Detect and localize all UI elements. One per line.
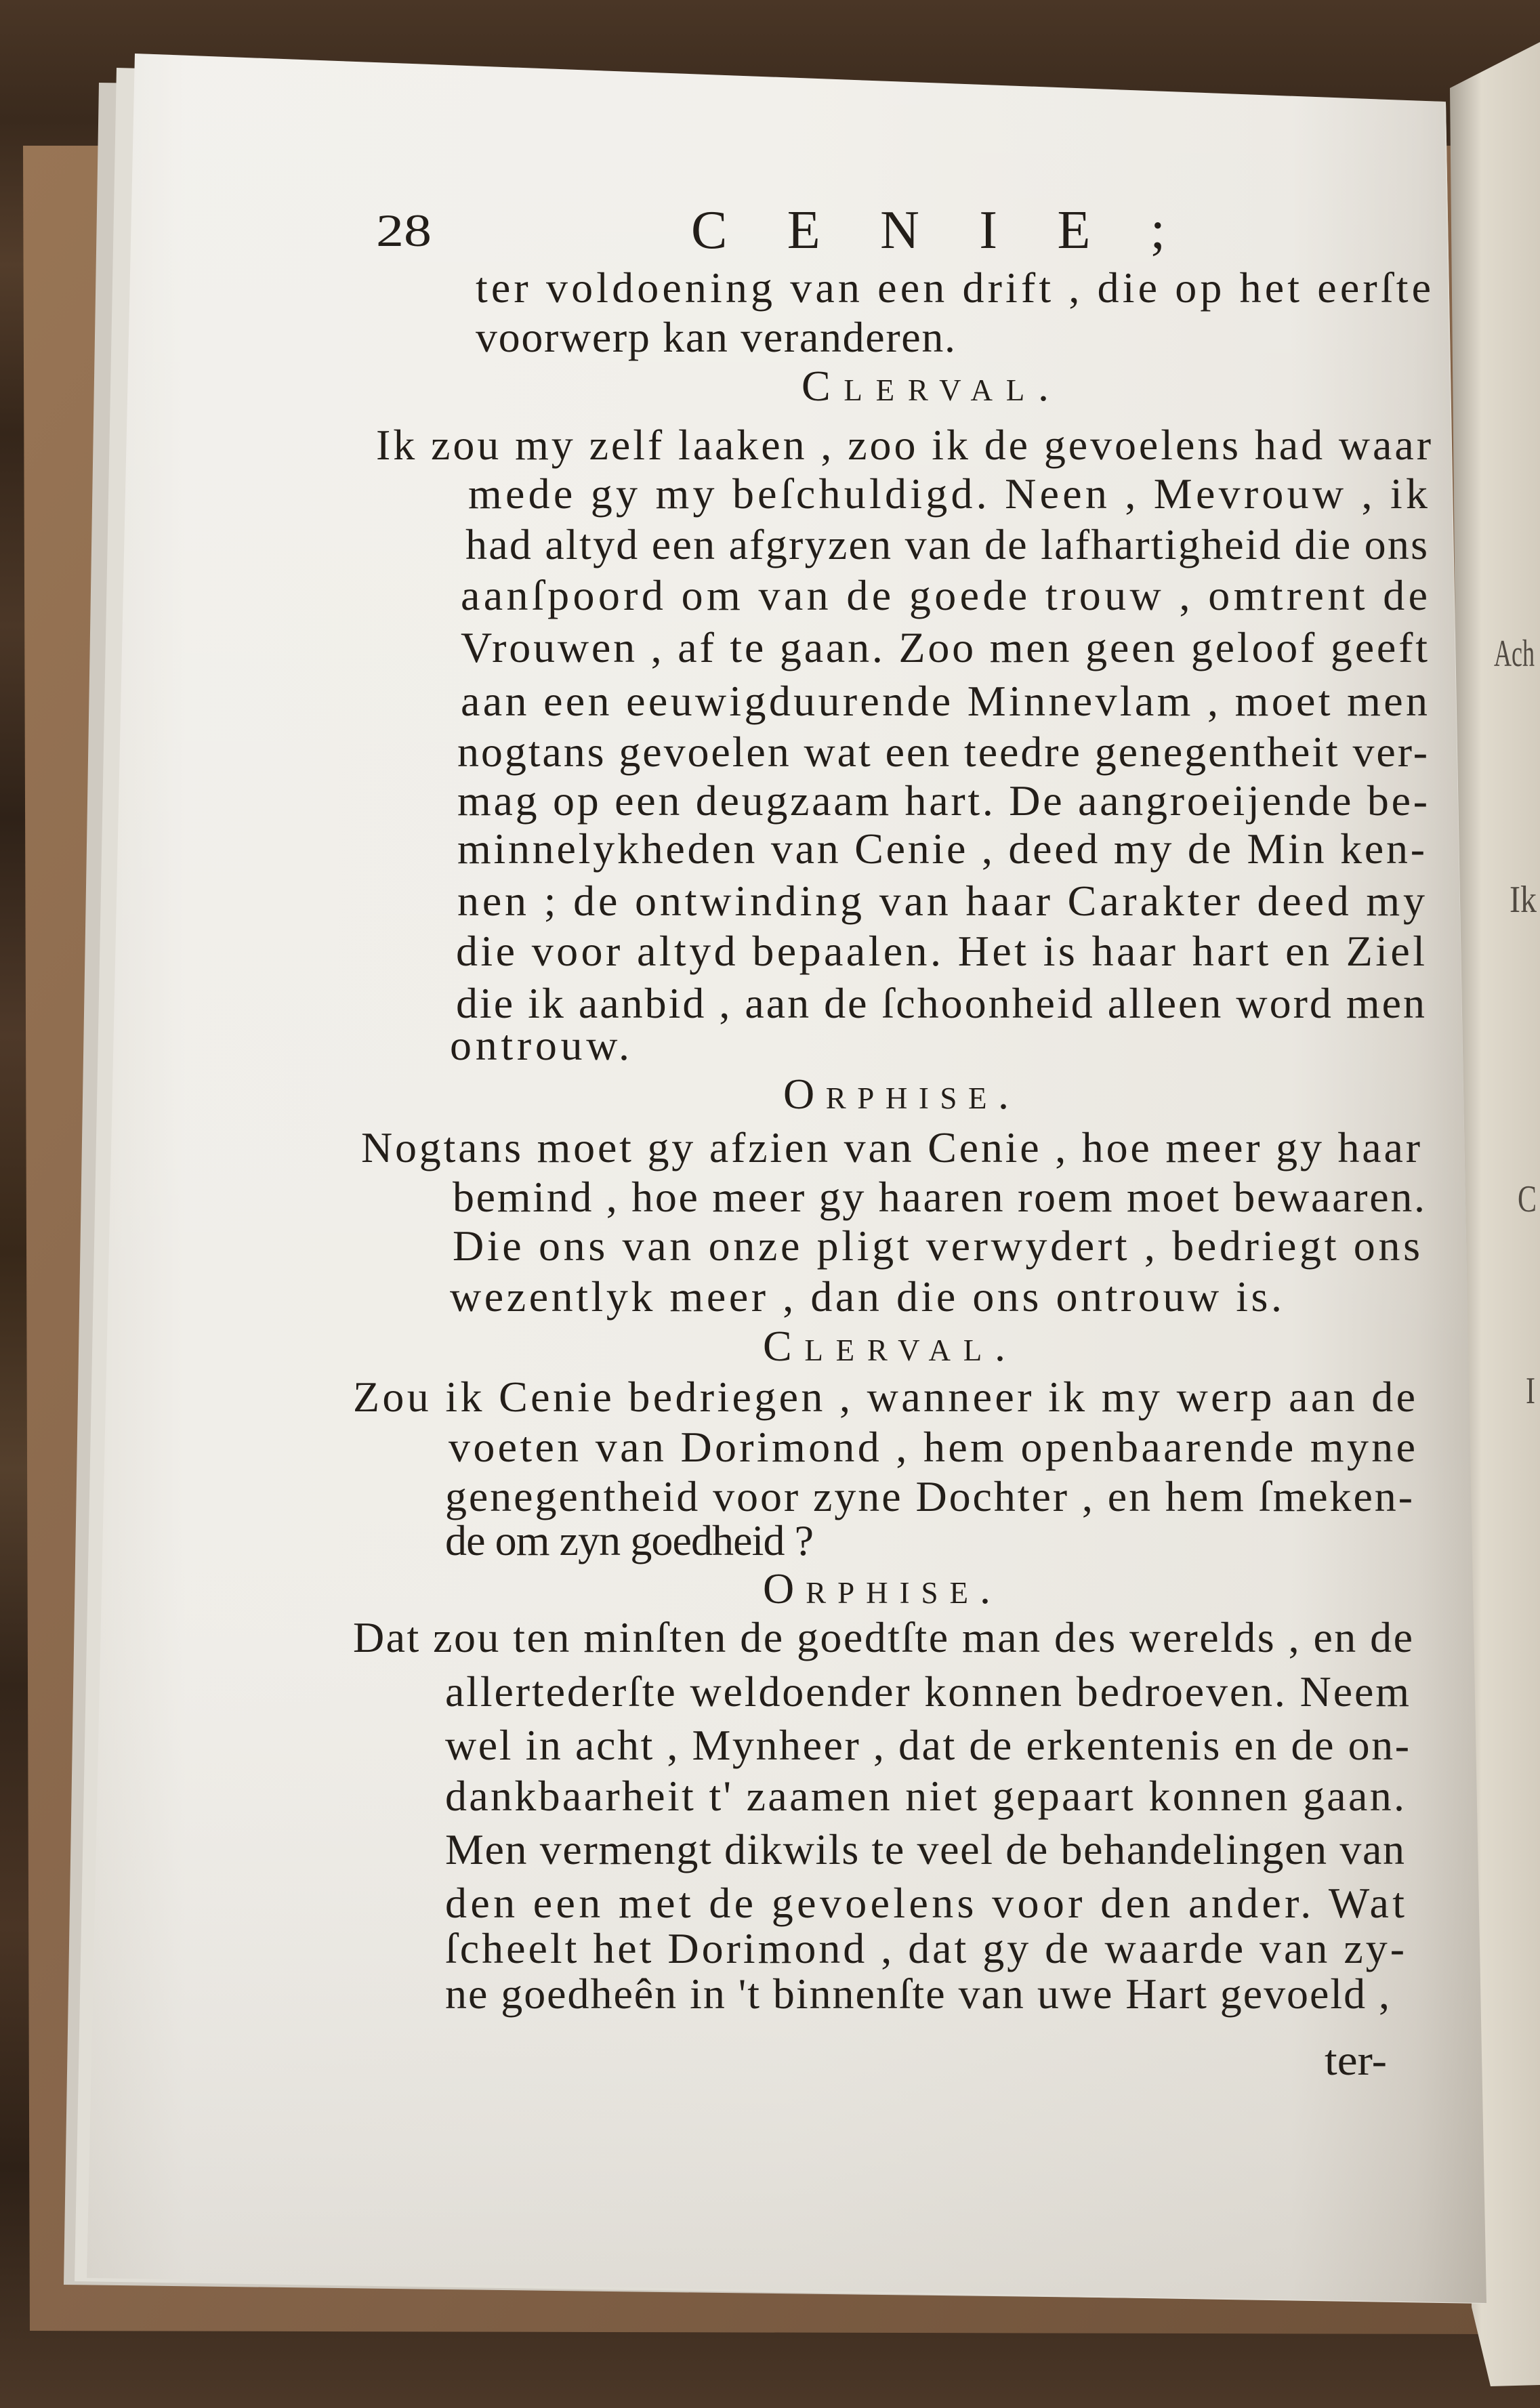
text-line: Zou ik Cenie bedriegen , wanneer ik my werp aan de <box>353 1373 1415 1421</box>
text-line: nogtans gevoelen wat een teedre genegentheit ver- <box>457 728 1428 776</box>
text-line: Vrouwen , af te gaan. Zoo men geen geloof geeft <box>461 623 1428 671</box>
text-line: aanſpoord om van de goede trouw , omtrent de <box>461 571 1428 619</box>
text-line: allertederſte weldoender konnen bedroeven. Neem <box>445 1667 1409 1716</box>
text-line: Men vermengt dikwils te veel de behandelingen van <box>445 1825 1404 1873</box>
text-line: ontrouw. <box>450 1021 629 1069</box>
speaker-name: Clerval. <box>763 1322 1005 1370</box>
text-line: mede gy my beſchuldigd. Neen , Mevrouw , ik <box>468 470 1428 518</box>
running-title: CENIE; <box>691 201 1165 260</box>
text-line: bemind , hoe meer gy haaren roem moet bewaaren. <box>453 1173 1425 1221</box>
facing-page-fragment: Ach <box>1494 633 1535 675</box>
text-line: voorwerp kan veranderen. <box>476 313 955 361</box>
text-line: den een met de gevoelens voor den ander. Wat <box>445 1879 1404 1927</box>
speaker-name: Orphise. <box>763 1564 991 1613</box>
text-line: nen ; de ontwinding van haar Carakter deed my <box>457 877 1425 925</box>
facing-page-fragment: C <box>1518 1178 1537 1220</box>
text-line: Die ons van onze pligt verwydert , bedriegt ons <box>453 1222 1420 1270</box>
text-line: minnelykheden van Cenie , deed my de Min ken- <box>457 825 1425 873</box>
text-line: ſcheelt het Dorimond , dat gy de waarde van zy- <box>445 1924 1404 1972</box>
speaker-name: Orphise. <box>783 1070 1009 1118</box>
text-line: dankbaarheit t' zaamen niet gepaart konnen gaan. <box>445 1772 1404 1820</box>
text-line: mag op een deugzaam hart. De aangroeijende be- <box>457 776 1428 825</box>
text-line: de om zyn goedheid ? <box>445 1516 814 1564</box>
text-line: ter voldoening van een drift , die op het eerſte <box>476 264 1431 312</box>
text-line: Ik zou my zelf laaken , zoo ik de gevoelens had waar <box>376 421 1431 469</box>
page-number: 28 <box>376 205 432 256</box>
text-line: die ik aanbid , aan de ſchoonheid alleen word men <box>456 979 1425 1027</box>
text-line: had altyd een afgryzen van de lafhartigheid die ons <box>465 520 1428 568</box>
catchword: ter- <box>1325 2036 1387 2084</box>
text-line: ne goedheên in 't binnenſte van uwe Hart gevoeld , <box>445 1970 1390 2018</box>
text-line: genegentheid voor zyne Dochter , en hem ſmeken- <box>445 1472 1413 1520</box>
text-line: die voor altyd bepaalen. Het is haar hart en Ziel <box>456 927 1425 975</box>
text-line: voeten van Dorimond , hem openbaarende myne <box>449 1423 1415 1471</box>
text-line: wel in acht , Mynheer , dat de erkentenis en de on- <box>445 1721 1409 1769</box>
facing-page-fragment: Ik <box>1510 879 1537 921</box>
text-line: Dat zou ten minſten de goedtſte man des werelds , en de <box>353 1613 1413 1661</box>
facing-page-fragment: I <box>1526 1370 1535 1412</box>
text-line: Nogtans moet gy afzien van Cenie , hoe meer gy haar <box>361 1123 1420 1171</box>
text-line: wezentlyk meer , dan die ons ontrouw is. <box>450 1272 1282 1321</box>
speaker-name: Clerval. <box>802 362 1049 410</box>
text-line: aan een eeuwigduurende Minnevlam , moet men <box>461 677 1428 725</box>
